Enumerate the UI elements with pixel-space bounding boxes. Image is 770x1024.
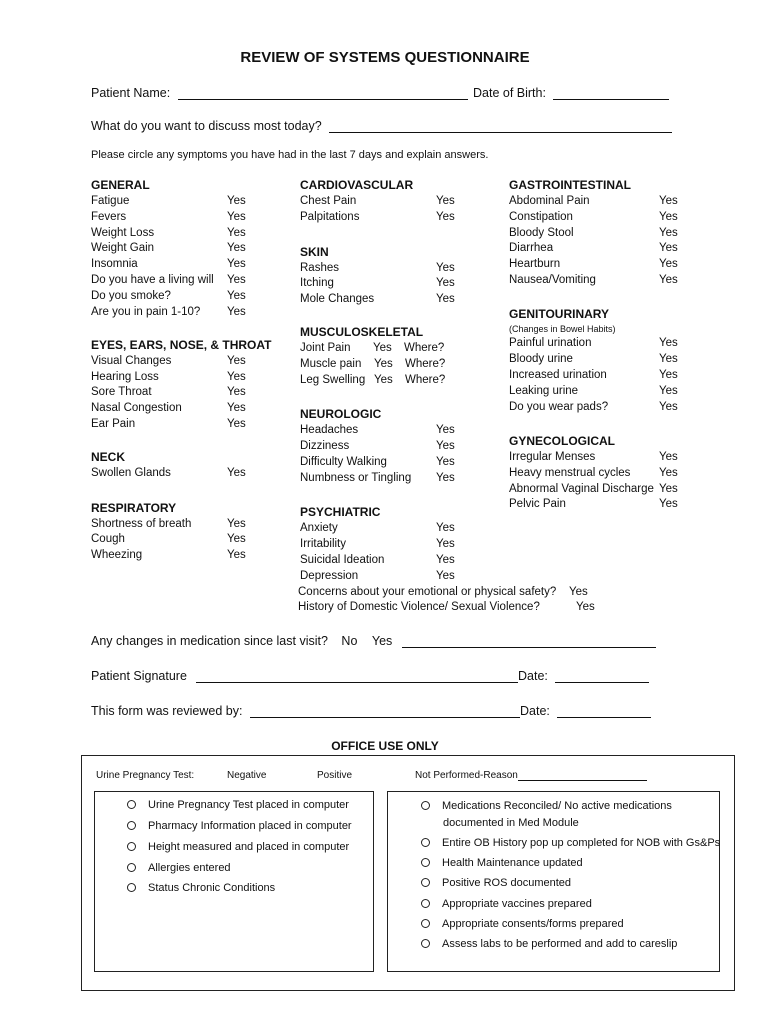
yes-option[interactable]: Yes: [227, 258, 246, 270]
checkbox-circle-icon[interactable]: [421, 858, 430, 867]
checkbox-circle-icon[interactable]: [421, 899, 430, 908]
checkbox-circle-icon[interactable]: [421, 878, 430, 887]
discuss-row: [91, 119, 672, 133]
eyes-item[interactable]: Nasal Congestion: [91, 402, 182, 414]
yes-option[interactable]: Yes: [659, 498, 678, 510]
yes-option[interactable]: Yes: [659, 451, 678, 463]
eyes-item[interactable]: Hearing Loss: [91, 371, 159, 383]
yes-option[interactable]: Yes: [227, 211, 246, 223]
yes-option[interactable]: Yes: [436, 424, 455, 436]
date-label: Date:: [518, 669, 548, 683]
checklist-label: Appropriate vaccines prepared: [442, 898, 592, 910]
med-yes-option[interactable]: Yes: [371, 634, 393, 648]
reviewed-date-field[interactable]: [557, 704, 651, 718]
page-title: REVIEW OF SYSTEMS QUESTIONNAIRE: [240, 49, 530, 66]
patient-name-row: [91, 86, 468, 100]
yes-option[interactable]: Yes: [227, 371, 246, 383]
yes-option[interactable]: Yes: [227, 402, 246, 414]
signature-label: Patient Signature: [91, 669, 187, 683]
yes-option[interactable]: Yes: [436, 554, 455, 566]
yes-option[interactable]: Yes: [227, 549, 246, 561]
gastro-item[interactable]: Heartburn: [509, 258, 561, 270]
checklist-item[interactable]: [421, 857, 583, 869]
musculo-item[interactable]: Joint Pain: [300, 342, 351, 354]
patient-name-field[interactable]: [178, 86, 468, 100]
checklist-label: Positive ROS documented: [442, 877, 572, 889]
checkbox-circle-icon[interactable]: [127, 821, 136, 830]
genito-subheading: (Changes in Bowel Habits): [509, 324, 616, 334]
gyn-item[interactable]: Pelvic Pain: [509, 498, 566, 510]
reviewed-date-row: [520, 704, 651, 718]
musculo-heading: MUSCULOSKELETAL: [300, 325, 424, 339]
checklist-item[interactable]: [127, 841, 349, 853]
checklist-item[interactable]: [421, 918, 624, 930]
yes-option[interactable]: Yes: [227, 290, 246, 302]
instructions: Please circle any symptoms you have had in the last 7 days and explain answers.: [91, 149, 489, 161]
checklist-label: Health Maintenance updated: [442, 857, 583, 869]
psych-item[interactable]: Irritability: [300, 538, 347, 550]
skin-item[interactable]: Itching: [300, 277, 334, 289]
general-item[interactable]: Weight Loss: [91, 227, 155, 239]
eyes-item[interactable]: Ear Pain: [91, 418, 136, 430]
checklist-item[interactable]: [421, 877, 571, 889]
yes-option[interactable]: Yes: [659, 258, 678, 270]
yes-option[interactable]: Yes: [659, 195, 678, 207]
signature-row: [91, 669, 518, 683]
where-prompt[interactable]: Where?: [405, 374, 446, 386]
general-item[interactable]: Do you smoke?: [91, 290, 171, 302]
gyn-item[interactable]: Irregular Menses: [509, 451, 596, 463]
gastro-heading: GASTROINTESTINAL: [509, 178, 631, 192]
yes-option[interactable]: Yes: [227, 227, 246, 239]
checkbox-circle-icon[interactable]: [127, 863, 136, 872]
reviewed-field[interactable]: [250, 704, 520, 718]
yes-option[interactable]: Yes: [227, 355, 246, 367]
yes-option[interactable]: Yes: [659, 274, 678, 286]
signature-date-field[interactable]: [555, 669, 649, 683]
checkbox-circle-icon[interactable]: [127, 800, 136, 809]
yes-option[interactable]: Yes: [436, 522, 455, 534]
med-changes-label: Any changes in medication since last visit?: [91, 634, 328, 648]
yes-option[interactable]: Yes: [659, 227, 678, 239]
neuro-item[interactable]: Numbness or Tingling: [300, 472, 412, 484]
checklist-label: Status Chronic Conditions: [148, 882, 276, 894]
genito-item[interactable]: Leaking urine: [509, 385, 579, 397]
violence-question[interactable]: History of Domestic Violence/ Sexual Violence?: [298, 601, 540, 613]
med-no-option[interactable]: No: [341, 634, 358, 648]
reviewed-label: This form was reviewed by:: [91, 704, 243, 718]
general-item[interactable]: Insomnia: [91, 258, 138, 270]
neuro-item[interactable]: Headaches: [300, 424, 359, 436]
psych-item[interactable]: Anxiety: [300, 522, 338, 534]
negative-option[interactable]: Negative: [227, 770, 267, 781]
yes-option[interactable]: Yes: [436, 293, 455, 305]
checklist-item[interactable]: [421, 800, 672, 812]
yes-option[interactable]: Yes: [227, 533, 246, 545]
positive-option[interactable]: Positive: [317, 770, 353, 781]
eyes-heading: EYES, EARS, NOSE, & THROAT: [91, 338, 272, 352]
yes-option[interactable]: Yes: [659, 337, 678, 349]
reviewed-row: [91, 704, 520, 718]
yes-option[interactable]: Yes: [436, 440, 455, 452]
cardio-item[interactable]: Palpitations: [300, 211, 360, 223]
yes-option[interactable]: Yes: [227, 242, 246, 254]
gyn-item[interactable]: Abnormal Vaginal Discharge: [509, 483, 654, 495]
checklist-item[interactable]: [421, 837, 720, 849]
skin-item[interactable]: Mole Changes: [300, 293, 375, 305]
psych-item[interactable]: Suicidal Ideation: [300, 554, 385, 566]
cardio-heading: CARDIOVASCULAR: [300, 178, 414, 192]
yes-option[interactable]: Yes: [374, 358, 393, 370]
yes-option[interactable]: Yes: [436, 262, 455, 274]
musculo-item[interactable]: Muscle pain: [300, 358, 362, 370]
yes-option[interactable]: Yes: [227, 518, 246, 530]
neck-item[interactable]: Swollen Glands: [91, 467, 171, 479]
gastro-item[interactable]: Bloody Stool: [509, 227, 574, 239]
yes-option[interactable]: Yes: [227, 386, 246, 398]
checklist-label: Urine Pregnancy Test placed in computer: [148, 799, 349, 811]
yes-option[interactable]: Yes: [436, 456, 455, 468]
dob-row: [473, 86, 669, 100]
genito-item[interactable]: Painful urination: [509, 337, 592, 349]
not-performed-field[interactable]: [518, 770, 647, 781]
yes-option[interactable]: Yes: [227, 274, 246, 286]
med-changes-row: [91, 634, 656, 648]
checklist-label: Entire OB History pop up completed for NOB with Gs&Ps: [442, 837, 721, 849]
yes-option[interactable]: Yes: [436, 277, 455, 289]
gastro-item[interactable]: Diarrhea: [509, 242, 554, 254]
checkbox-circle-icon[interactable]: [421, 838, 430, 847]
general-item[interactable]: Do you have a living will: [91, 274, 214, 286]
checklist-item[interactable]: [421, 898, 592, 910]
office-heading: OFFICE USE ONLY: [331, 739, 439, 753]
respiratory-item[interactable]: Shortness of breath: [91, 518, 192, 530]
yes-option[interactable]: Yes: [436, 538, 455, 550]
respiratory-item[interactable]: Wheezing: [91, 549, 143, 561]
pregnancy-test-label: Urine Pregnancy Test:: [96, 770, 195, 781]
yes-option[interactable]: Yes: [227, 467, 246, 479]
yes-option[interactable]: Yes: [659, 385, 678, 397]
respiratory-heading: RESPIRATORY: [91, 501, 177, 515]
neuro-item[interactable]: Difficulty Walking: [300, 456, 387, 468]
med-changes-field[interactable]: [402, 634, 656, 648]
gastro-item[interactable]: Abdominal Pain: [509, 195, 590, 207]
signature-field[interactable]: [196, 669, 518, 683]
general-item[interactable]: Fatigue: [91, 195, 130, 207]
patient-name-label: Patient Name:: [91, 86, 171, 100]
yes-option[interactable]: Yes: [659, 467, 678, 479]
respiratory-item[interactable]: Cough: [91, 533, 125, 545]
neck-heading: NECK: [91, 450, 126, 464]
checkbox-circle-icon[interactable]: [127, 842, 136, 851]
checkbox-circle-icon[interactable]: [421, 919, 430, 928]
yes-option[interactable]: Yes: [227, 306, 246, 318]
where-prompt[interactable]: Where?: [404, 342, 445, 354]
genito-item[interactable]: Bloody urine: [509, 353, 573, 365]
checklist-item[interactable]: [127, 862, 231, 874]
general-item[interactable]: Are you in pain 1-10?: [91, 306, 201, 318]
yes-option[interactable]: Yes: [659, 353, 678, 365]
checklist-label: Height measured and placed in computer: [148, 841, 350, 853]
neuro-heading: NEUROLOGIC: [300, 407, 382, 421]
general-item[interactable]: Fevers: [91, 211, 127, 223]
checklist-label-continued: documented in Med Module: [443, 817, 579, 829]
discuss-label: What do you want to discuss most today?: [91, 119, 322, 133]
yes-option[interactable]: Yes: [436, 570, 455, 582]
signature-date-row: [518, 669, 649, 683]
yes-option[interactable]: Yes: [659, 369, 678, 381]
genito-item[interactable]: Do you wear pads?: [509, 401, 609, 413]
safety-question[interactable]: Concerns about your emotional or physical safety?: [298, 586, 557, 598]
dob-field[interactable]: [553, 86, 669, 100]
skin-item[interactable]: Rashes: [300, 262, 339, 274]
where-prompt[interactable]: Where?: [405, 358, 446, 370]
yes-option[interactable]: Yes: [436, 195, 455, 207]
yes-option[interactable]: Yes: [569, 586, 588, 598]
neuro-item[interactable]: Dizziness: [300, 440, 350, 452]
yes-option[interactable]: Yes: [436, 211, 455, 223]
cardio-item[interactable]: Chest Pain: [300, 195, 357, 207]
yes-option[interactable]: Yes: [227, 195, 246, 207]
gyn-item[interactable]: Heavy menstrual cycles: [509, 467, 631, 479]
checkbox-circle-icon[interactable]: [421, 801, 430, 810]
dob-label: Date of Birth:: [473, 86, 546, 100]
discuss-field[interactable]: [329, 119, 672, 133]
yes-option[interactable]: Yes: [659, 401, 678, 413]
date-label: Date:: [520, 704, 550, 718]
genito-item[interactable]: Increased urination: [509, 369, 607, 381]
eyes-item[interactable]: Visual Changes: [91, 355, 172, 367]
checklist-label: Appropriate consents/forms prepared: [442, 918, 624, 930]
eyes-item[interactable]: Sore Throat: [91, 386, 152, 398]
psych-heading: PSYCHIATRIC: [300, 505, 381, 519]
gastro-item[interactable]: Constipation: [509, 211, 573, 223]
checklist-label: Pharmacy Information placed in computer: [148, 820, 352, 832]
checkbox-circle-icon[interactable]: [421, 939, 430, 948]
checklist-label: Allergies entered: [148, 862, 231, 874]
checklist-item[interactable]: [127, 799, 349, 811]
not-performed-row: [415, 770, 647, 781]
checklist-item[interactable]: [421, 938, 677, 950]
yes-option[interactable]: Yes: [227, 418, 246, 430]
genito-heading: GENITOURINARY: [509, 307, 610, 321]
checklist-label: Medications Reconciled/ No active medications: [442, 800, 672, 812]
yes-option[interactable]: Yes: [373, 342, 392, 354]
gastro-item[interactable]: Nausea/Vomiting: [509, 274, 596, 286]
yes-option[interactable]: Yes: [659, 211, 678, 223]
checklist-item[interactable]: [127, 820, 352, 832]
yes-option[interactable]: Yes: [659, 483, 678, 495]
yes-option[interactable]: Yes: [576, 601, 595, 613]
musculo-item[interactable]: Leg Swelling: [300, 374, 366, 386]
yes-option[interactable]: Yes: [374, 374, 393, 386]
checklist-label: Assess labs to be performed and add to careslip: [442, 938, 678, 950]
yes-option[interactable]: Yes: [659, 242, 678, 254]
gyn-heading: GYNECOLOGICAL: [509, 434, 616, 448]
checklist-item[interactable]: [127, 882, 275, 894]
checkbox-circle-icon[interactable]: [127, 883, 136, 892]
skin-heading: SKIN: [300, 245, 329, 259]
psych-item[interactable]: Depression: [300, 570, 359, 582]
yes-option[interactable]: Yes: [436, 472, 455, 484]
general-heading: GENERAL: [91, 178, 150, 192]
general-item[interactable]: Weight Gain: [91, 242, 155, 254]
not-performed-label[interactable]: Not Performed-Reason: [415, 770, 518, 781]
